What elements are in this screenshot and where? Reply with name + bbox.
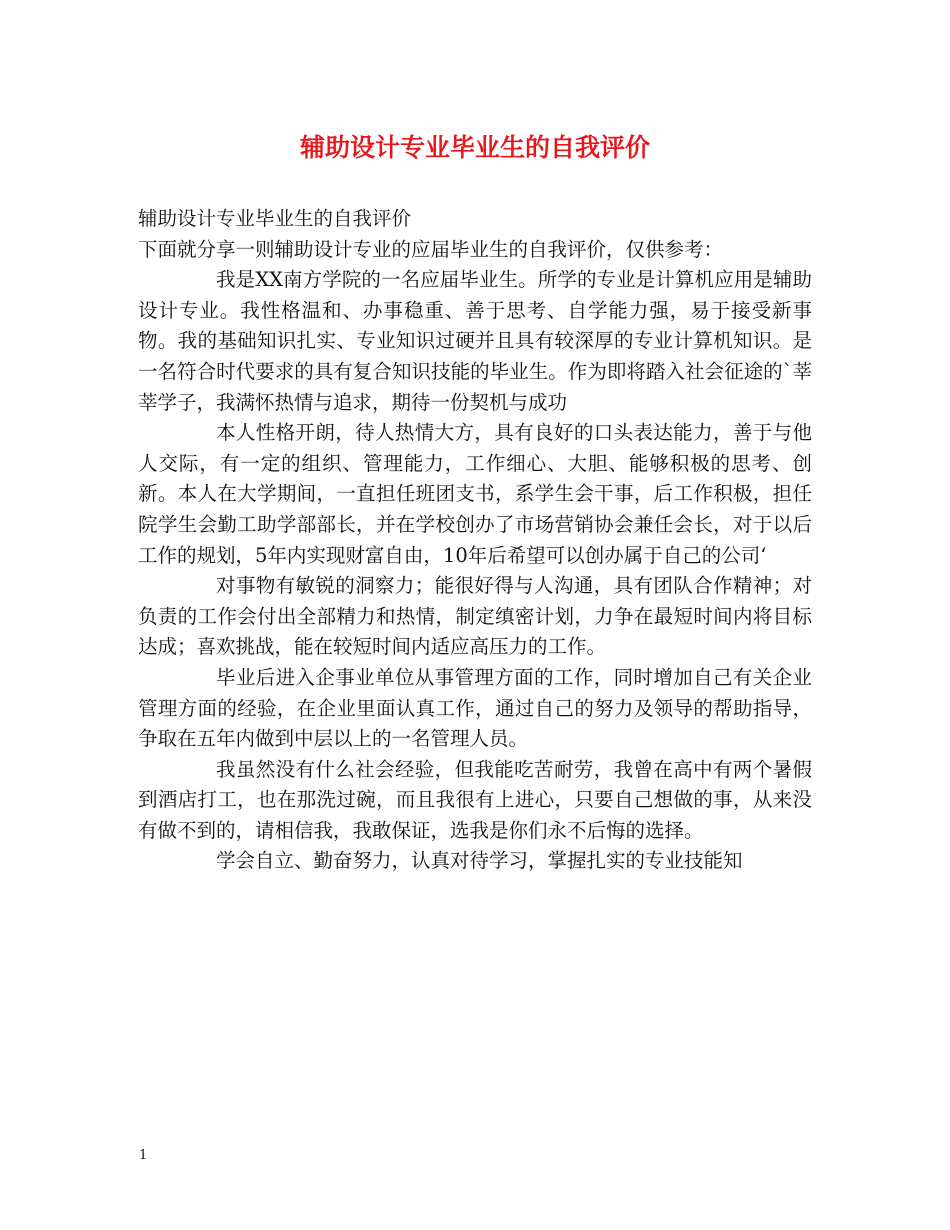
page-number: 1 [139,1148,148,1163]
paragraph-5: 我虽然没有什么社会经验，但我能吃苦耐劳，我曾在高中有两个暑假到酒店打工，也在那洗过碗，而且我很有上进心，只要自己想做的事，从来没有做不到的，请相信我，我敢保证，选我是你们永不后悔的选择。 [138,757,812,842]
paragraph-6: 学会自立、勤奋努力，认真对待学习，掌握扎实的专业技能知 [216,849,743,873]
document-title: 辅助设计专业毕业生的自我评价 [299,133,650,162]
paragraph-3: 对事物有敏锐的洞察力；能很好得与人沟通，具有团队合作精神；对负责的工作会付出全部精力和热情，制定缜密计划，力争在最短时间内将目标达成；喜欢挑战，能在较短时间内适应高压力的工作。 [138,574,812,659]
paragraph-4: 毕业后进入企事业单位从事管理方面的工作，同时增加自己有关企业管理方面的经验，在企业里面认真工作，通过自己的努力及领导的帮助指导，争取在五年内做到中层以上的一名管理人员。 [138,665,812,751]
paragraph-2: 本人性格开朗，待人热情大方，具有良好的口头表达能力，善于与他人交际，有一定的组织、管理能力，工作细心、大胆、能够积极的思考、创新。本人在大学期间，一直担任班团支书，系学生会干事，后工作积极，担任院学生会勤工助学部部长，并在学校创办了市场营销协会兼任会长，对于以后工作的规划，5年内实现财富自由，10年后希望可以创办属于自己的公司‘ [138,421,812,567]
paragraph-1: 我是XX南方学院的一名应届毕业生。所学的专业是计算机应用是辅助设计专业。我性格温和、办事稳重、善于思考、自学能力强，易于接受新事物。我的基础知识扎实、专业知识过硬并且具有较深厚的专业计算机知识。是一名符合时代要求的具有复合知识技能的毕业生。作为即将踏入社会征途的`莘莘学子，我满怀热情与追求，期待一份契机与成功 [138,268,812,414]
document-body [138,204,812,877]
intro-paragraph: 下面就分享一则辅助设计专业的应届毕业生的自我评价，仅供参考： [138,237,724,261]
document-subtitle: 辅助设计专业毕业生的自我评价 [138,207,412,230]
